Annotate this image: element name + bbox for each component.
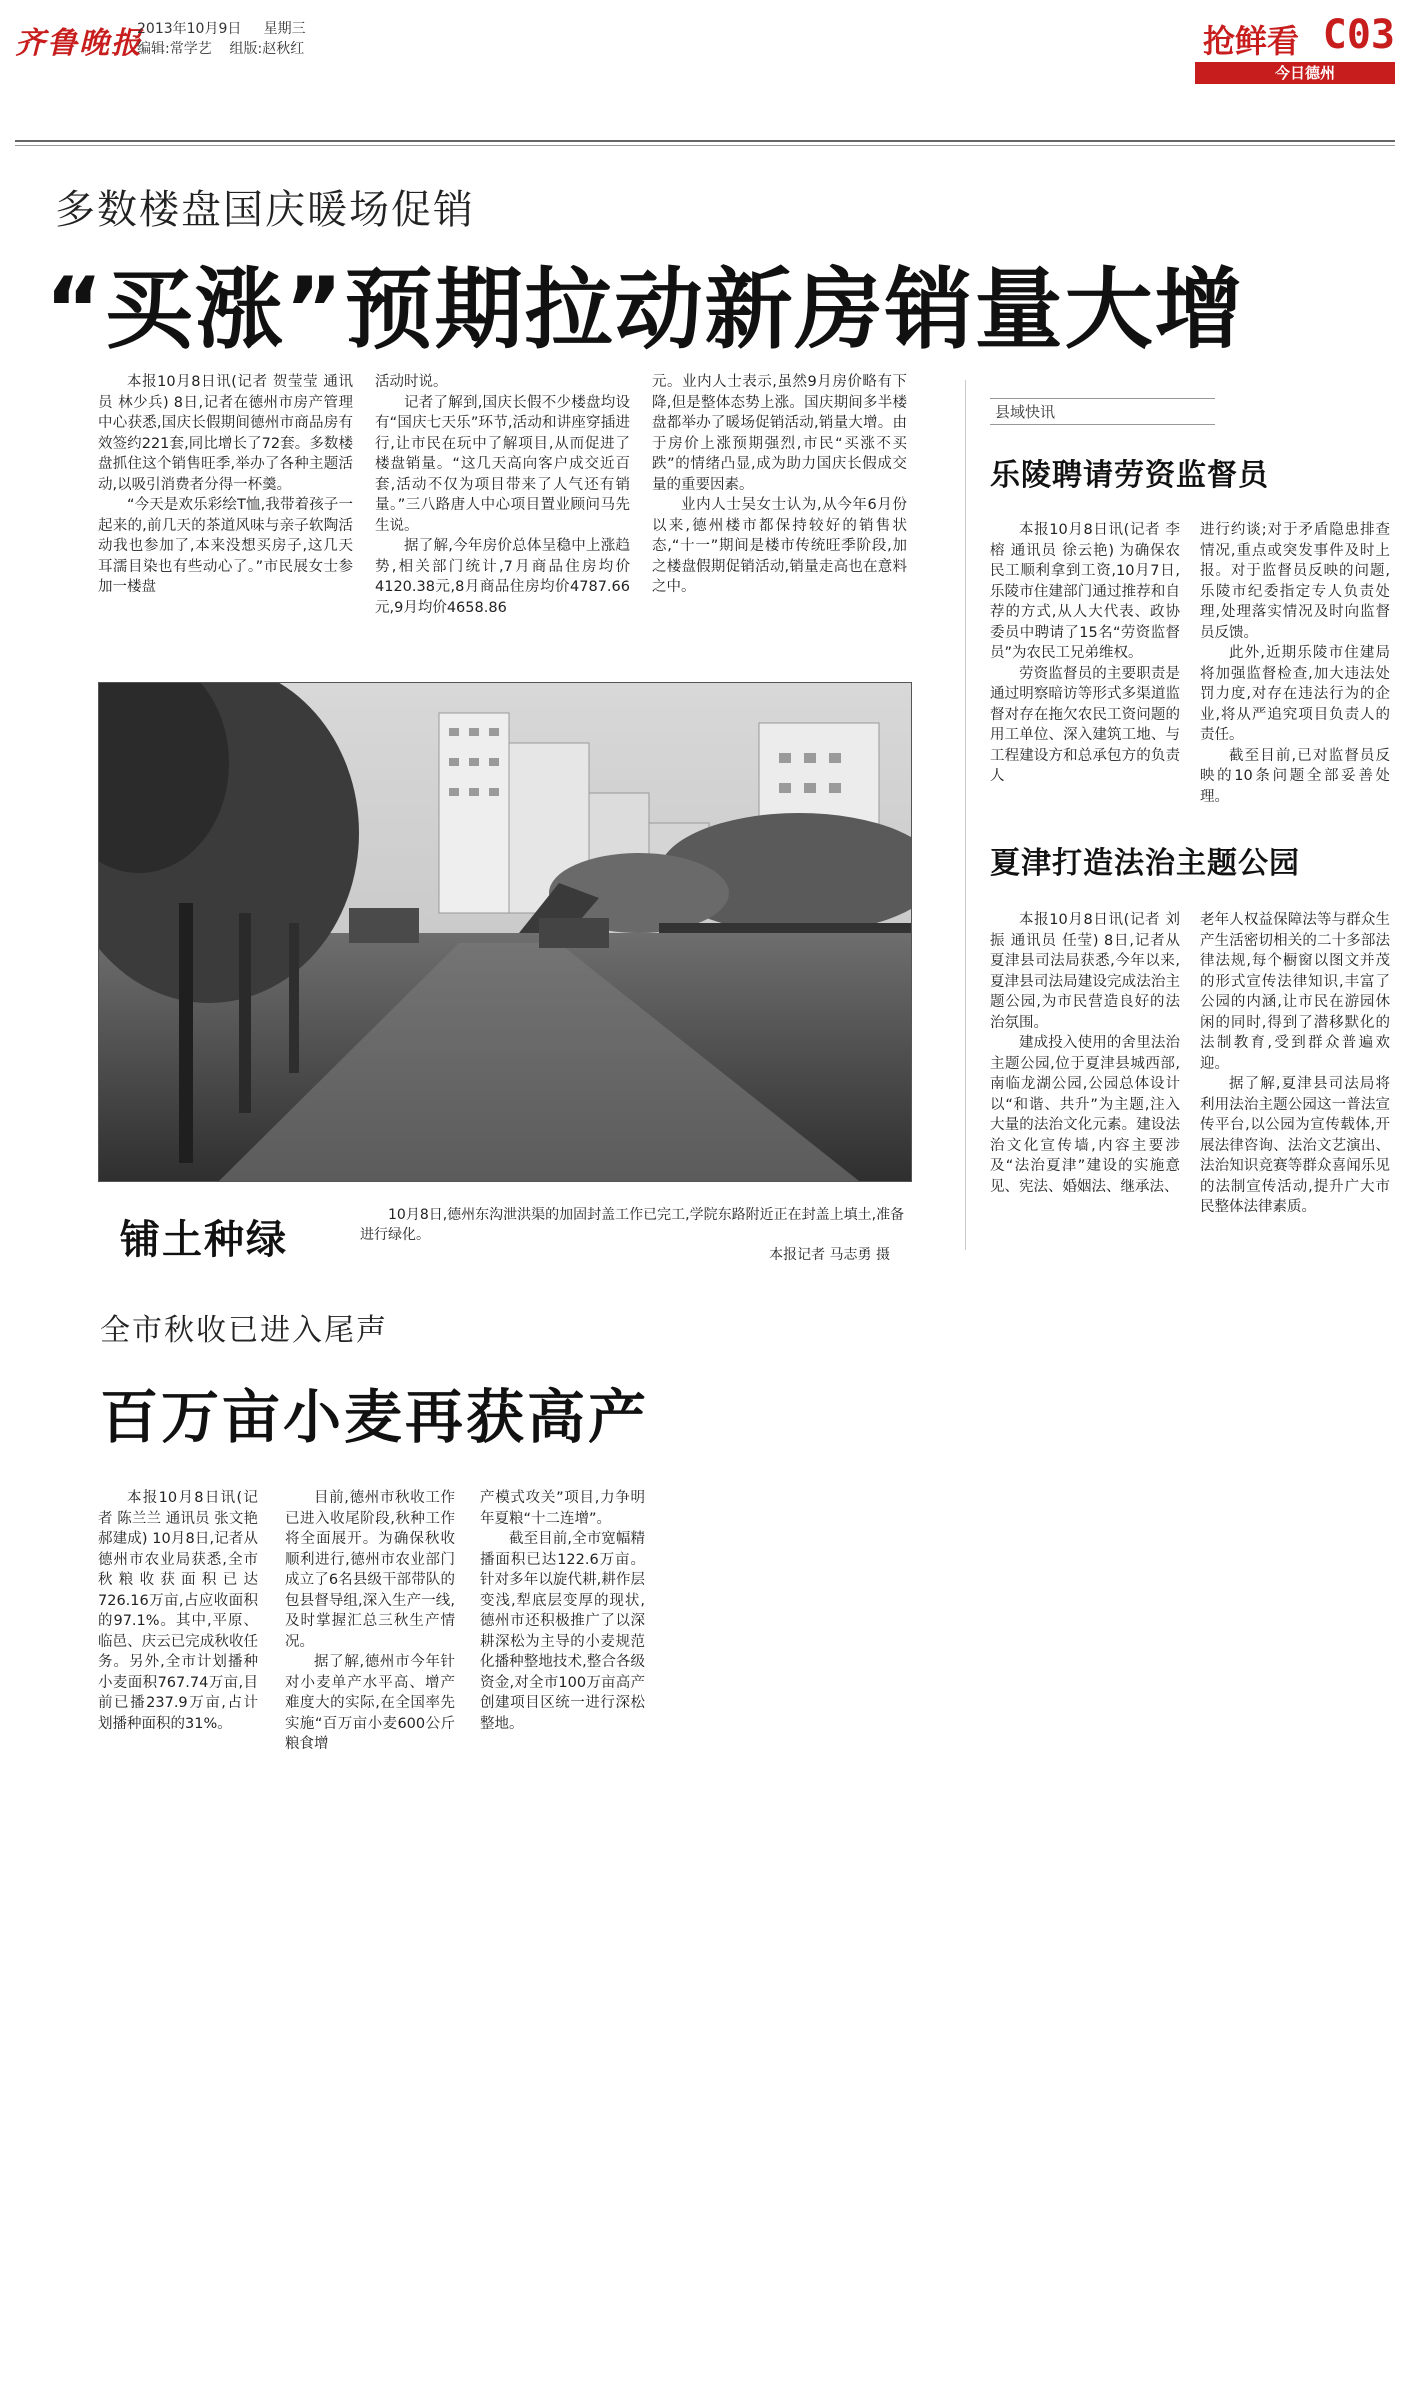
section-name: 抢鲜看 — [1202, 22, 1299, 60]
issue-weekday: 星期三 — [263, 21, 306, 37]
leling-column-2 — [1200, 520, 1390, 807]
paragraph: 目前,德州市秋收工作已进入收尾阶段,秋种工作将全面展开。为确保秋收顺利进行,德州市农业部门成立了6名县级干部带队的包县督导组,深入生产一线,及时掌握汇总三秋生产情况。 — [285, 1490, 455, 1650]
column-divider — [965, 380, 966, 1250]
lead-column-3 — [652, 372, 907, 598]
paragraph: 本报10月8日讯(记者 贺莹莹 通讯员 林少兵) 8日,记者在德州市房产管理中心获悉,国庆长假期间德州市商品房有效签约221套,同比增长了72套。多数楼盘抓住这个销售旺季,举办了各种主题活动,以吸引消费者分得一杯羹。 — [98, 374, 353, 493]
masthead-staff-line — [137, 38, 304, 58]
subsection-bar: 今日德州 — [1195, 62, 1395, 84]
wheat-column-3 — [480, 1488, 645, 1734]
lead-column-2 — [375, 372, 630, 618]
photo-credit: 本报记者 马志勇 摄 — [769, 1247, 890, 1263]
editor-credit: 编辑:常学艺 — [137, 41, 212, 57]
masthead-rule — [15, 140, 1395, 146]
paragraph: 记者了解到,国庆长假不少楼盘均设有“国庆七天乐”环节,活动和讲座穿插进行,让市民在玩中了解项目,从而促进了楼盘销量。“这几天高向客户成交近百套,活动不仅为项目带来了人气还有销量。”三八路唐人中心项目置业顾问马先生说。 — [375, 394, 630, 534]
lead-column-1 — [98, 372, 353, 598]
paragraph: 产模式攻关”项目,力争明年夏粮“十二连增”。 — [480, 1490, 645, 1527]
layout-credit: 组版:赵秋红 — [229, 41, 305, 57]
story-headline: 乐陵聘请劳资监督员 — [990, 458, 1269, 493]
page-code: C03 — [1322, 12, 1395, 58]
xiajin-column-2 — [1200, 910, 1390, 1218]
county-news-tag: 县域快讯 — [990, 398, 1215, 425]
story-headline: 夏津打造法治主题公园 — [990, 846, 1300, 881]
wheat-headline: 百万亩小麦再获高产 — [100, 1383, 650, 1451]
newspaper-logo: 齐鲁晚报 — [15, 26, 143, 61]
paragraph: 本报10月8日讯(记者 刘振 通讯员 任莹) 8日,记者从夏津县司法局获悉,今年以来,夏津县司法局建设完成法治主题公园,为市民营造良好的法治氛围。 — [990, 912, 1180, 1031]
xiajin-column-1 — [990, 910, 1180, 1197]
paragraph: 据了解,德州市今年针对小麦单产水平高、增产难度大的实际,在全国率先实施“百万亩小麦600公斤粮食增 — [285, 1654, 455, 1752]
leling-column-1 — [990, 520, 1180, 787]
wheat-column-1 — [98, 1488, 258, 1734]
paragraph: 元。业内人士表示,虽然9月房价略有下降,但是整体态势上涨。国庆期间多半楼盘都举办了暖场促销活动,销量大增。由于房价上涨预期强烈,市民“买涨不买跌”的情绪凸显,成为助力国庆长假成交量的重要因素。 — [652, 374, 907, 493]
paragraph: 截至目前,全市宽幅精播面积已达122.6万亩。针对多年以旋代耕,耕作层变浅,犁底层变厚的现状,德州市还积极推广了以深耕深松为主导的小麦规范化播种整地技术,整合各级资金,对全市100万亩高产创建项目区统一进行深松整地。 — [480, 1531, 645, 1732]
paragraph: 据了解,今年房价总体呈稳中上涨趋势,相关部门统计,7月商品住房均价4120.38元,8月商品住房均价4787.66元,9月均价4658.86 — [375, 538, 630, 616]
paragraph: “今天是欢乐彩绘T恤,我带着孩子一起来的,前几天的茶道风味与亲子软陶活动我也参加了,本来没想买房子,这几天耳濡目染也有些动心了。”市民展女士参加一楼盘 — [98, 497, 353, 595]
paragraph: 建成投入使用的舍里法治主题公园,位于夏津县城西部,南临龙湖公园,公园总体设计以“和谐、共升”为主题,注入大量的法治文化元素。建设法治文化宣传墙,内容主要涉及“法治夏津”建设的实施意见、宪法、婚姻法、继承法、 — [990, 1035, 1180, 1195]
wheat-column-2 — [285, 1488, 455, 1755]
paragraph: 据了解,夏津县司法局将利用法治主题公园这一普法宣传平台,以公园为宣传载体,开展法律咨询、法治文艺演出、法治知识竞赛等群众喜闻乐见的法制宣传活动,提升广大市民整体法律素质。 — [1200, 1076, 1390, 1215]
paragraph: 劳资监督员的主要职责是通过明察暗访等形式多渠道监督对存在拖欠农民工资问题的用工单位、深入建筑工地、与工程建设方和总承包方的负责人 — [990, 665, 1180, 784]
photo-caption — [360, 1205, 910, 1265]
paragraph: 进行约谈;对于矛盾隐患排查情况,重点或突发事件及时上报。对于监督员反映的问题,乐陵市纪委指定专人负责处理,处理落实情况及时向监督员反馈。 — [1200, 522, 1390, 641]
lead-kicker: 多数楼盘国庆暖场促销 — [55, 187, 475, 233]
issue-date: 2013年10月9日 — [137, 21, 242, 37]
paragraph: 本报10月8日讯(记者 李榕 通讯员 徐云艳) 为确保农民工顺利拿到工资,10月7日,乐陵市住建部门通过推荐和自荐的方式,从人大代表、政协委员中聘请了15名“劳资监督员”为农民工兄弟维权。 — [990, 522, 1180, 661]
paragraph: 活动时说。 — [375, 374, 448, 390]
paragraph: 业内人士吴女士认为,从今年6月份以来,德州楼市都保持较好的销售状态,“十一”期间是楼市传统旺季阶段,加之楼盘假期促销活动,销量走高也在意料之中。 — [652, 497, 907, 595]
caption-text: 10月8日,德州东沟泄洪渠的加固封盖工作已完工,学院东路附近正在封盖上填土,准备进行绿化。 — [360, 1207, 905, 1243]
construction-site-image — [99, 683, 911, 1181]
photo-title: 铺土种绿 — [120, 1217, 288, 1263]
paragraph: 截至目前,已对监督员反映的10条问题全部妥善处理。 — [1200, 747, 1390, 805]
lead-headline: “买涨”预期拉动新房销量大增 — [45, 258, 1245, 361]
masthead-date-line — [137, 18, 306, 38]
wheat-kicker: 全市秋收已进入尾声 — [100, 1313, 388, 1348]
paragraph: 此外,近期乐陵市住建局将加强监督检查,加大违法处罚力度,对存在违法行为的企业,将从严追究项目负责人的责任。 — [1200, 645, 1390, 743]
paragraph: 本报10月8日讯(记者 陈兰兰 通讯员 张文艳 郝建成) 10月8日,记者从德州市农业局获悉,全市秋粮收获面积已达726.16万亩,占应收面积的97.1%。其中,平原、临邑、庆云已完成秋收任务。另外,全市计划播种小麦面积767.74万亩,目前已播237.9万亩,占计划播种面积的31%。 — [98, 1490, 258, 1732]
news-photo — [98, 682, 912, 1182]
paragraph: 老年人权益保障法等与群众生产生活密切相关的二十多部法律法规,每个橱窗以图文并茂的形式宣传法律知识,丰富了公园的内涵,让市民在游园休闲的同时,得到了潜移默化的法制教育,受到群众普遍欢迎。 — [1200, 912, 1390, 1072]
